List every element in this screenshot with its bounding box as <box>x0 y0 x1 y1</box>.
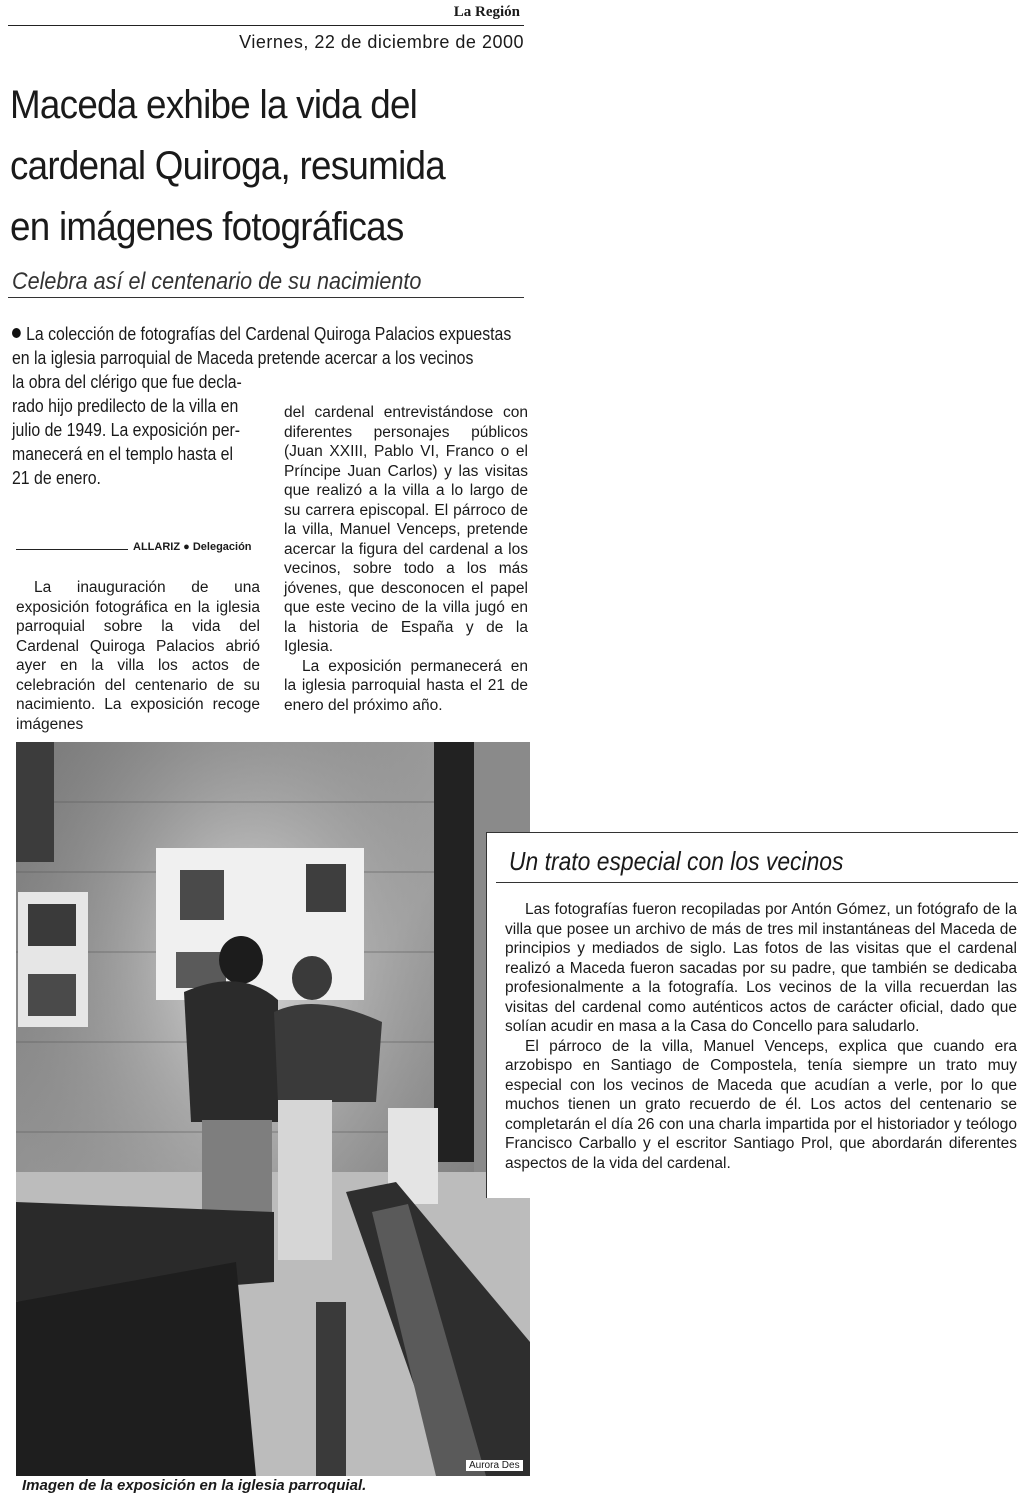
bullet-icon <box>12 328 21 338</box>
top-rule <box>8 25 524 26</box>
photo-credit: Aurora Des <box>466 1460 523 1471</box>
body-column-2 <box>284 403 528 715</box>
sidebar-body <box>505 900 1017 1173</box>
headline-line: Maceda exhibe la vida del <box>10 83 418 127</box>
lead-line: en la iglesia parroquial de Maceda pretende acercar a los vecinos <box>12 348 474 368</box>
lead-line: 21 de enero. <box>12 468 101 488</box>
byline <box>133 541 252 553</box>
lead-line: la obra del clérigo que fue decla- <box>12 372 242 392</box>
headline <box>10 75 525 258</box>
sidebar-rule <box>496 882 1018 883</box>
byline-place: ALLARIZ <box>133 541 181 553</box>
body-column-1 <box>16 578 260 734</box>
sidebar-paragraph: El párroco de la villa, Manuel Venceps, explica que cuando era arzobispo en Santiago de Compostela, tenía siempre un trato muy especial con los vecinos de Maceda que acudían a verle, por lo que muchos tienen un grato recuerdo de él. Los actos del centenario se completarán el día 26 con una charla impartida por el historiador y teólogo Francisco Carballo y el escritor Santiago Prol, que abordarán diferentes aspectos de la vida del cardenal. <box>505 1037 1017 1172</box>
photo-illustration <box>16 742 530 1476</box>
sidebar-paragraph: Las fotografías fueron recopiladas por Antón Gómez, un fotógrafo de la villa que posee un archivo de más de tres mil instantáneas del Maceda de principios y mediados de siglo. Las fotos de las visitas que el cardenal realizó a Maceda fueron sacadas por su padre, que también se dedicaba profesionalmente a la fotografía. Los vecinos de la villa recuerdan las visitas del cardenal como auténticos actos de carácter oficial, dado que solían acudir en masa a la Casa do Concello para saludarlo. <box>505 901 1017 1035</box>
lead-line: manecerá en el templo hasta el <box>12 444 234 464</box>
photo-caption: Imagen de la exposición en la iglesia parroquial. <box>22 1477 367 1494</box>
subheadline: Celebra así el centenario de su nacimiento <box>12 268 422 295</box>
newspaper-masthead: La Región <box>453 4 520 20</box>
bullet-icon: ● <box>183 541 190 553</box>
byline-rule <box>16 549 128 550</box>
body-paragraph: del cardenal entrevistándose con diferentes personajes públicos (Juan XXIII, Pablo VI, Franco o el Príncipe Juan Carlos) y las visitas que realizó a la villa a lo largo de su carrera episcopal. El párroco de la villa, Manuel Venceps, pretende acercar la figura del cardenal a los vecinos, sobre todo a los más jóvenes, que desconocen el papel que este vecino de la villa jugó en la historia de España y de la Iglesia. <box>284 404 528 655</box>
subhead-rule <box>8 297 524 298</box>
exhibition-photo <box>16 742 530 1476</box>
lead-text: La colección de fotografías del Cardenal Quiroga Palacios expuestas <box>26 324 512 344</box>
byline-source: Delegación <box>192 541 252 553</box>
sidebar-title: Un trato especial con los vecinos <box>509 846 844 876</box>
body-paragraph: La inauguración de una exposición fotográfica en la iglesia parroquial sobre la vida del Cardenal Quiroga Palacios abrió ayer en la villa los actos de celebración del centenario de su nacimiento. La exposición recoge imágenes <box>16 579 260 733</box>
body-paragraph: La exposición permanecerá en la iglesia parroquial hasta el 21 de enero del próximo año. <box>284 657 528 714</box>
headline-line: cardenal Quiroga, resumida <box>10 144 445 188</box>
lead-line: rado hijo predilecto de la villa en <box>12 396 239 416</box>
lead-line: julio de 1949. La exposición per- <box>12 420 241 440</box>
headline-line: en imágenes fotográficas <box>10 205 404 249</box>
lead-line <box>12 322 512 346</box>
publication-date: Viernes, 22 de diciembre de 2000 <box>239 32 524 52</box>
